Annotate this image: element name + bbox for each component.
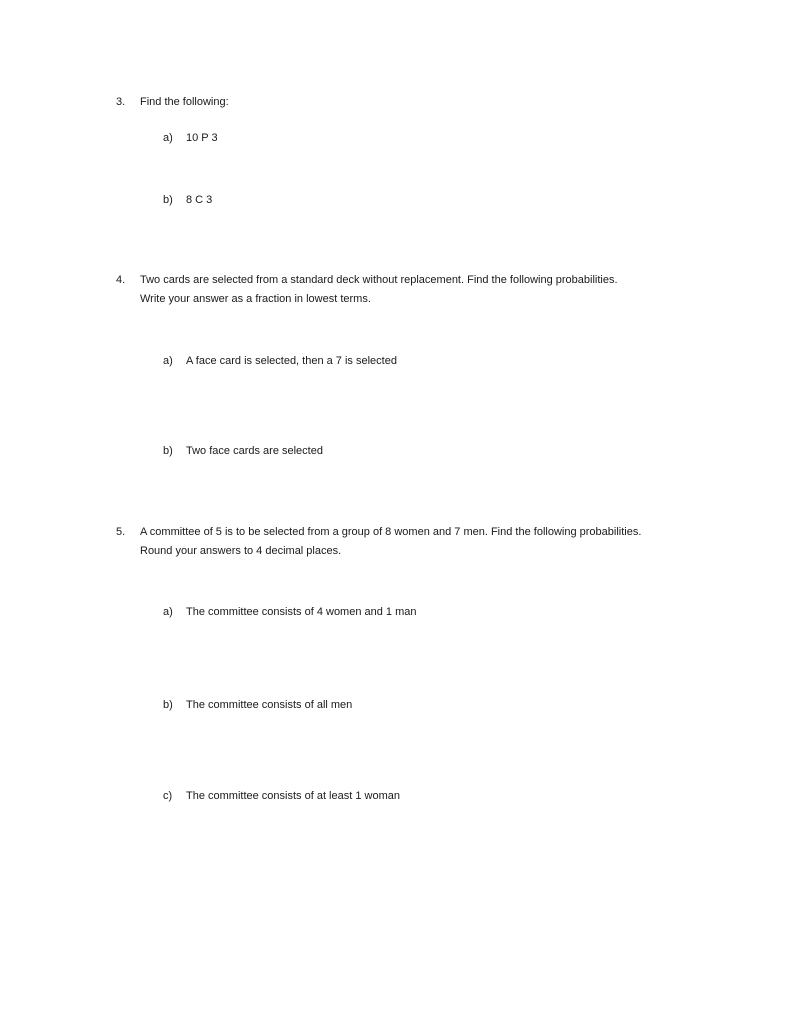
question-number: 4.: [116, 274, 126, 286]
part-text: The committee consists of 4 women and 1 man: [186, 606, 417, 618]
part-label: a): [163, 606, 173, 618]
part-text: 8 C 3: [186, 194, 213, 206]
question-text: A committee of 5 is to be selected from a group of 8 women and 7 men. Find the following probabilities.: [140, 526, 642, 538]
question-number: 5.: [116, 526, 126, 538]
part-label: a): [163, 132, 173, 144]
part-label: c): [163, 790, 173, 802]
question-instruction: Round your answers to 4 decimal places.: [140, 545, 342, 557]
part-label: b): [163, 699, 173, 711]
part-text: 10 P 3: [186, 132, 218, 144]
question-text: Find the following:: [140, 96, 229, 108]
question-instruction: Write your answer as a fraction in lowest terms.: [140, 293, 371, 305]
part-label: a): [163, 355, 173, 367]
part-text: Two face cards are selected: [186, 445, 323, 457]
part-text: The committee consists of all men: [186, 699, 353, 711]
part-label: b): [163, 194, 173, 206]
question-number: 3.: [116, 96, 126, 108]
part-text: The committee consists of at least 1 woman: [186, 790, 400, 802]
question-text: Two cards are selected from a standard deck without replacement. Find the following probabilities.: [140, 274, 618, 286]
part-label: b): [163, 445, 173, 457]
part-text: A face card is selected, then a 7 is selected: [186, 355, 397, 367]
